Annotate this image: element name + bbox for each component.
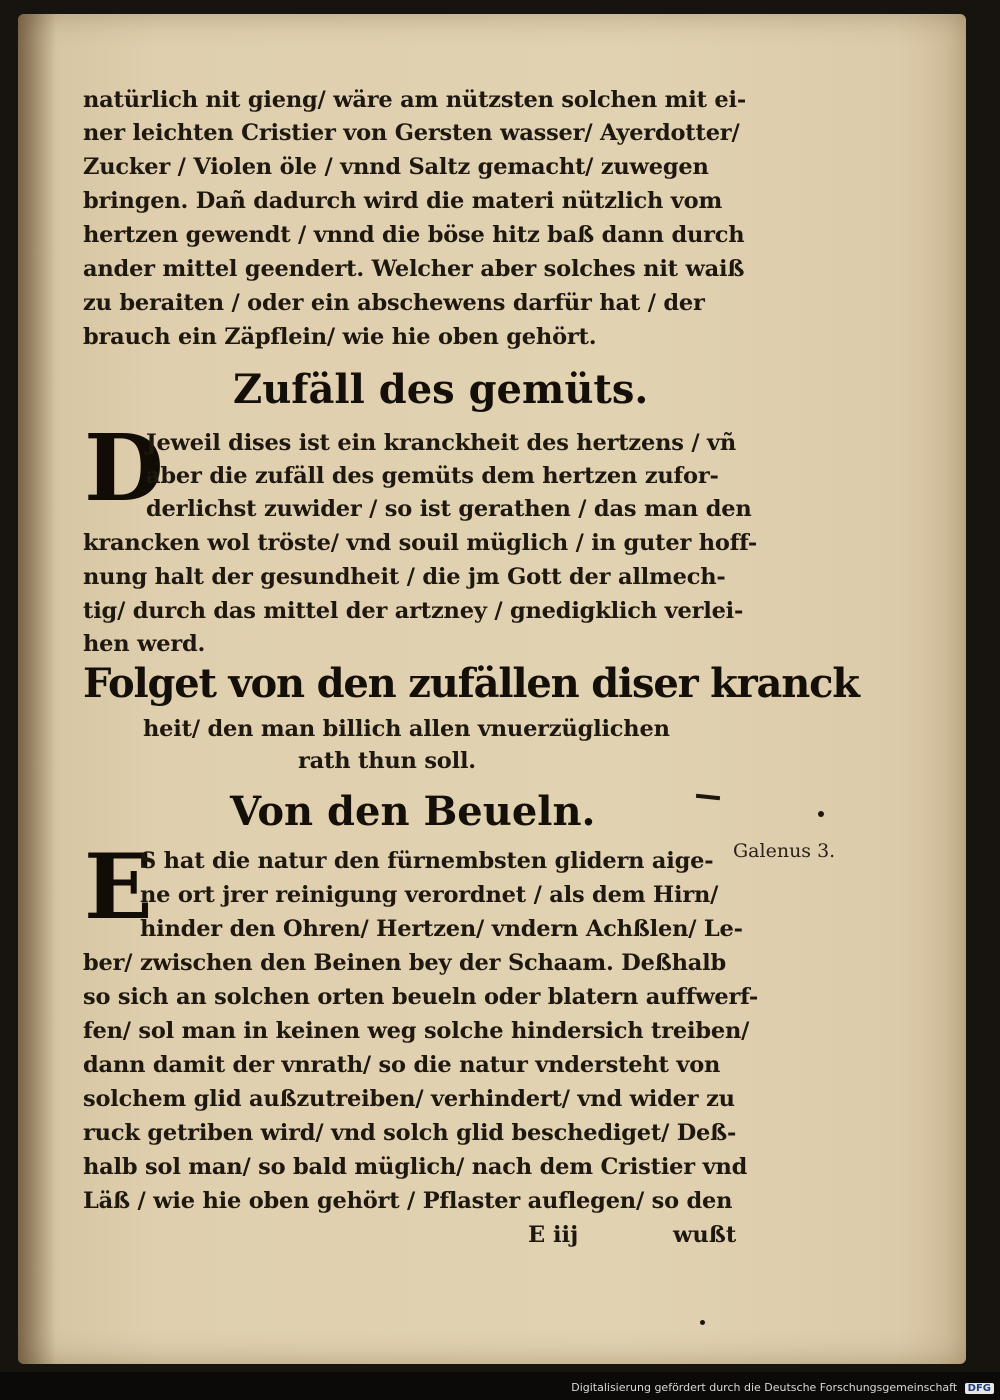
text-line: ruck getriben wird/ vnd solch glid beschediget/ Deß- xyxy=(83,1120,737,1146)
catchword: wußt xyxy=(673,1222,737,1248)
text-line: ner leichten Cristier von Gersten wasser/ Ayerdotter/ xyxy=(83,120,740,146)
text-line: Zucker / Violen öle / vnnd Saltz gemacht/ zuwegen xyxy=(83,154,709,180)
text-line: nung halt der gesundheit / die jm Gott der allmech- xyxy=(83,564,726,590)
section-heading: Zufäll des gemüts. xyxy=(233,366,649,413)
signature-mark: E iij xyxy=(528,1222,579,1248)
text-line: brauch ein Zäpflein/ wie hie oben gehört. xyxy=(83,324,597,350)
text-line: aber die zufäll des gemüts dem hertzen zufor- xyxy=(146,463,719,489)
decorative-dash xyxy=(696,794,720,800)
digitization-footer xyxy=(571,1381,994,1394)
drop-initial: D xyxy=(84,414,164,522)
text-line: solchem glid außzutreiben/ verhindert/ vnd wider zu xyxy=(83,1086,735,1112)
text-line: fen/ sol man in keinen weg solche hindersich treiben/ xyxy=(83,1018,750,1044)
text-line: Jeweil dises ist ein kranckheit des hertzens / vñ xyxy=(146,430,737,456)
heading-continuation: heit/ den man billich allen vnuerzüglichen xyxy=(143,716,670,742)
section-heading: Folget von den zufällen diser kranck xyxy=(83,660,859,707)
text-line: Läß / wie hie oben gehört / Pflaster auflegen/ so den xyxy=(83,1188,733,1214)
text-line: hinder den Ohren/ Hertzen/ vndern Achßlen/ Le- xyxy=(140,916,743,942)
text-line: dann damit der vnrath/ so die natur vndersteht von xyxy=(83,1052,721,1078)
text-line: hen werd. xyxy=(83,631,206,657)
text-line: ber/ zwischen den Beinen bey der Schaam. Deßhalb xyxy=(83,950,727,976)
text-line: hertzen gewendt / vnnd die böse hitz baß dann durch xyxy=(83,222,745,248)
decorative-dot xyxy=(700,1320,705,1325)
margin-note: Galenus 3. xyxy=(733,840,836,862)
text-line: ander mittel geendert. Welcher aber solches nit waiß xyxy=(83,256,745,282)
text-line: krancken wol tröste/ vnd souil müglich / in guter hoff- xyxy=(83,530,757,556)
text-line: natürlich nit gieng/ wäre am nützsten solchen mit ei- xyxy=(83,87,746,113)
section-heading: Von den Beueln. xyxy=(230,788,596,835)
decorative-dot xyxy=(818,811,824,817)
text-line: so sich an solchen orten beueln oder blatern auffwerf- xyxy=(83,984,758,1010)
text-line: derlichst zuwider / so ist gerathen / das man den xyxy=(146,496,752,522)
heading-continuation: rath thun soll. xyxy=(298,748,476,774)
drop-initial: E xyxy=(84,834,153,940)
text-line: S hat die natur den fürnembsten glidern aige- xyxy=(140,848,714,874)
text-line: halb sol man/ so bald müglich/ nach dem Cristier vnd xyxy=(83,1154,748,1180)
dfg-logo: DFG xyxy=(965,1383,994,1394)
text-line: ne ort jrer reinigung verordnet / als dem Hirn/ xyxy=(140,882,719,908)
book-page xyxy=(18,14,966,1364)
text-line: tig/ durch das mittel der artzney / gnedigklich verlei- xyxy=(83,598,744,624)
footer-text: Digitalisierung gefördert durch die Deutsche Forschungsgemeinschaft xyxy=(571,1381,958,1394)
text-line: zu beraiten / oder ein abschewens darfür hat / der xyxy=(83,290,705,316)
text-line: bringen. Dañ dadurch wird die materi nützlich vom xyxy=(83,188,723,214)
